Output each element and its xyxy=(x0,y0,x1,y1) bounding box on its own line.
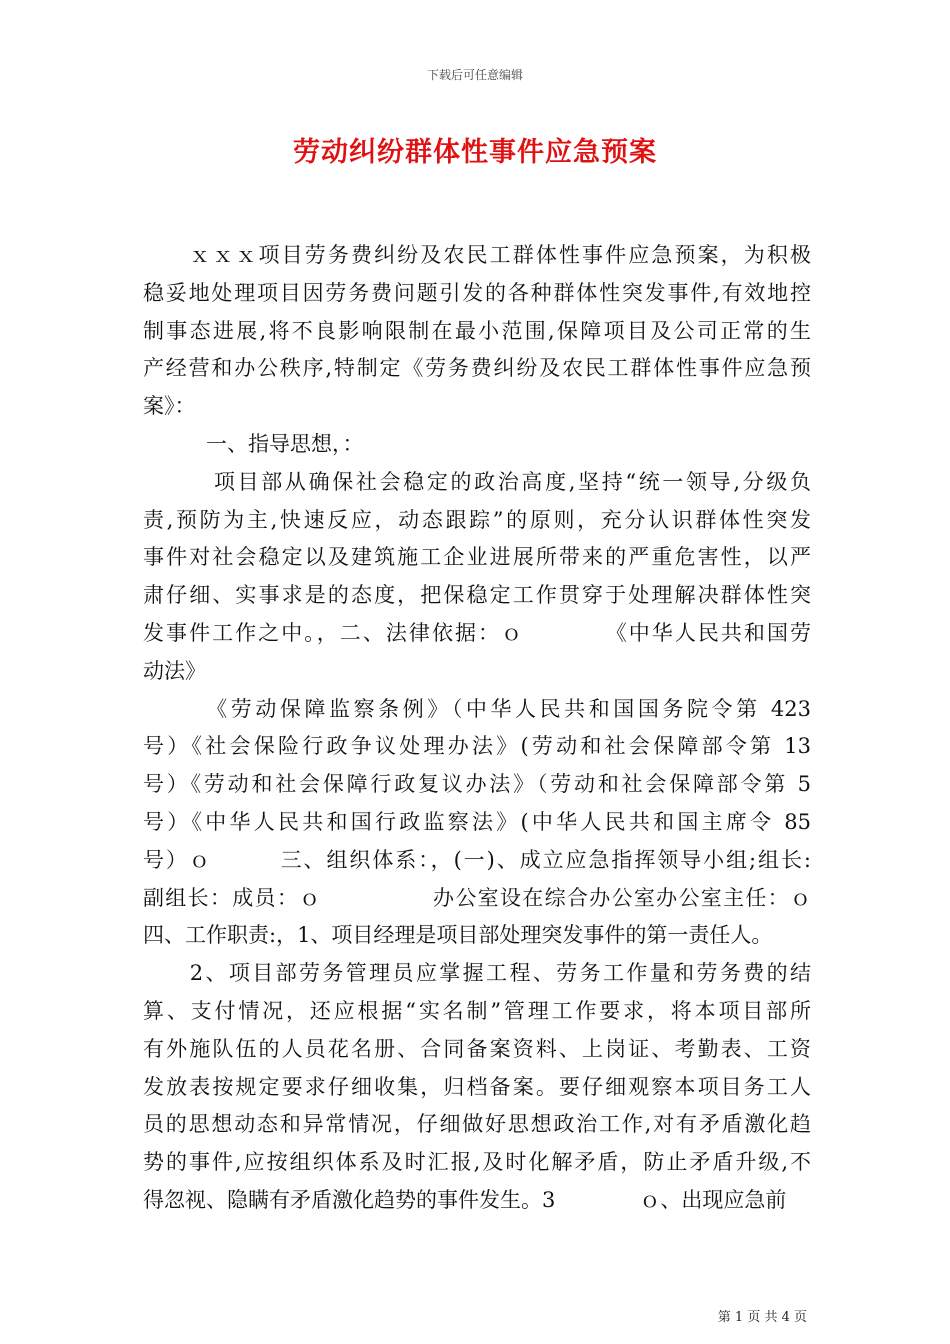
body-line: 制事态进展,将不良影响限制在最小范围,保障项目及公司正常的生 xyxy=(143,318,811,343)
body-line: 号）ｏ 三、组织体系：，(一)、成立应急指挥领导小组;组长: xyxy=(143,847,811,872)
body-line: 号）《中华人民共和国行政监察法》(中华人民共和国主席令 85 xyxy=(143,809,811,834)
body-line: 员的思想动态和异常情况，仔细做好思想政治工作,对有矛盾激化趋 xyxy=(143,1112,811,1137)
body-line: 项目部从确保社会稳定的政治高度,坚持“统一领导,分级负 xyxy=(143,469,811,494)
document-body xyxy=(143,237,811,1220)
body-line: 号）《社会保险行政争议处理办法》(劳动和社会保障部令第 13 xyxy=(143,734,811,759)
body-line: 责,预防为主,快速反应，动态跟踪”的原则，充分认识群体性突发 xyxy=(143,507,811,532)
body-line: 号）《劳动和社会保障行政复议办法》（劳动和社会保障部令第 5 xyxy=(143,772,811,797)
body-line: 势的事件,应按组织体系及时汇报,及时化解矛盾，防止矛盾升级,不 xyxy=(143,1150,811,1175)
body-line: 《劳动保障监察条例》（中华人民共和国国务院令第 423 xyxy=(143,696,811,721)
body-line: 一、指导思想，： xyxy=(143,431,364,456)
body-line: 肃仔细、实事求是的态度，把保稳定工作贯穿于处理解决群体性突 xyxy=(143,583,811,608)
body-line: 发放表按规定要求仔细收集，归档备案。要仔细观察本项目务工人 xyxy=(143,1074,811,1099)
document-title: 劳动纠纷群体性事件应急预案 xyxy=(293,137,657,168)
body-line: 有外施队伍的人员花名册、合同备案资料、上岗证、考勤表、工资 xyxy=(143,1036,811,1061)
body-line: 副组长：成员：ｏ 办公室设在综合办公室办公室主任：ｏ xyxy=(143,885,811,910)
body-line: 稳妥地处理项目因劳务费问题引发的各种群体性突发事件,有效地控 xyxy=(143,280,811,305)
header-note: 下载后可任意编辑 xyxy=(426,68,523,82)
body-line: 2、项目部劳务管理员应掌握工程、劳务工作量和劳务费的结 xyxy=(143,961,811,986)
body-line: 四、工作职责:，1、项目经理是项目部处理突发事件的第一责任人。 xyxy=(143,923,773,948)
body-line: 动法》 xyxy=(143,658,206,683)
body-line: 得忽视、隐瞒有矛盾激化趋势的事件发生。3 ｏ、出现应急前 xyxy=(143,1187,787,1212)
body-line: 发事件工作之中。，二、法律依据：ｏ 《中华人民共和国劳 xyxy=(143,620,811,645)
body-line: 事件对社会稳定以及建筑施工企业进展所带来的严重危害性，以严 xyxy=(143,545,811,570)
body-line: ｘｘｘ项目劳务费纠纷及农民工群体性事件应急预案，为积极 xyxy=(143,243,811,267)
page-number: 第 1 页 共 4 页 xyxy=(717,1310,807,1325)
body-line: 产经营和办公秩序,特制定《劳务费纠纷及农民工群体性事件应急预 xyxy=(143,356,811,381)
body-line: 算、支付情况，还应根据“实名制”管理工作要求，将本项目部所 xyxy=(143,998,811,1023)
body-line: 案》： xyxy=(143,394,196,419)
